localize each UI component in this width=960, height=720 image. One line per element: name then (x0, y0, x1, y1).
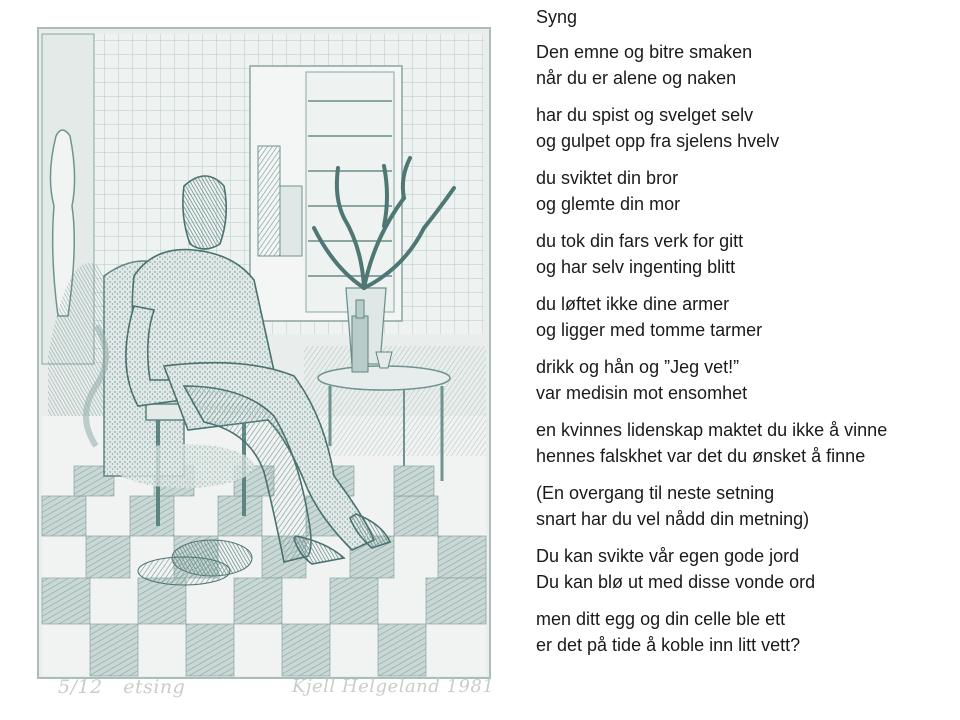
poem-line: og glemte din mor (536, 194, 681, 214)
poem-line: du tok din fars verk for gitt (536, 231, 744, 251)
poem-line: var medisin mot ensomhet (536, 383, 748, 403)
poem-line: hennes falskhet var det du ønsket å finne (536, 446, 866, 466)
poem-line: er det på tide å koble inn litt vett? (536, 635, 801, 655)
stanza (536, 543, 946, 595)
technique-label: etsing (123, 676, 186, 698)
poem-line: har du spist og svelget selv (536, 105, 754, 125)
poem-line: og ligger med tomme tarmer (536, 320, 763, 340)
edition-number: 5/12 (58, 676, 103, 698)
poem-line: og gulpet opp fra sjelens hvelv (536, 131, 780, 151)
poem-line: Du kan blø ut med disse vonde ord (536, 572, 816, 592)
stanza (536, 291, 946, 343)
poem-line: snart har du vel nådd din metning) (536, 509, 810, 529)
poem-line: en kvinnes lidenskap maktet du ikke å vinne (536, 420, 888, 440)
stanza (536, 417, 946, 469)
poem-line: men ditt egg og din celle ble ett (536, 609, 786, 629)
poem-line: du sviktet din bror (536, 168, 679, 188)
poem-line: Du kan svikte vår egen gode jord (536, 546, 800, 566)
stanza (536, 102, 946, 154)
etching-print (34, 26, 504, 716)
poem-line: og har selv ingenting blitt (536, 257, 736, 277)
poem-line: (En overgang til neste setning (536, 483, 775, 503)
stanza (536, 39, 946, 91)
poem-line: når du er alene og naken (536, 68, 737, 88)
stanza (536, 480, 946, 532)
poem-line: Den emne og bitre smaken (536, 42, 753, 62)
stanza (536, 354, 946, 406)
stanza (536, 606, 946, 658)
poem-line: drikk og hån og ”Jeg vet!” (536, 357, 740, 377)
poem (536, 4, 946, 669)
etching-artwork (34, 26, 504, 716)
artist-signature: Kjell Helgeland 1981 (292, 676, 495, 697)
poem-line: du løftet ikke dine armer (536, 294, 730, 314)
edition-inscription (58, 676, 185, 698)
stanza (536, 165, 946, 217)
stanza (536, 228, 946, 280)
poem-title: Syng (536, 7, 578, 27)
